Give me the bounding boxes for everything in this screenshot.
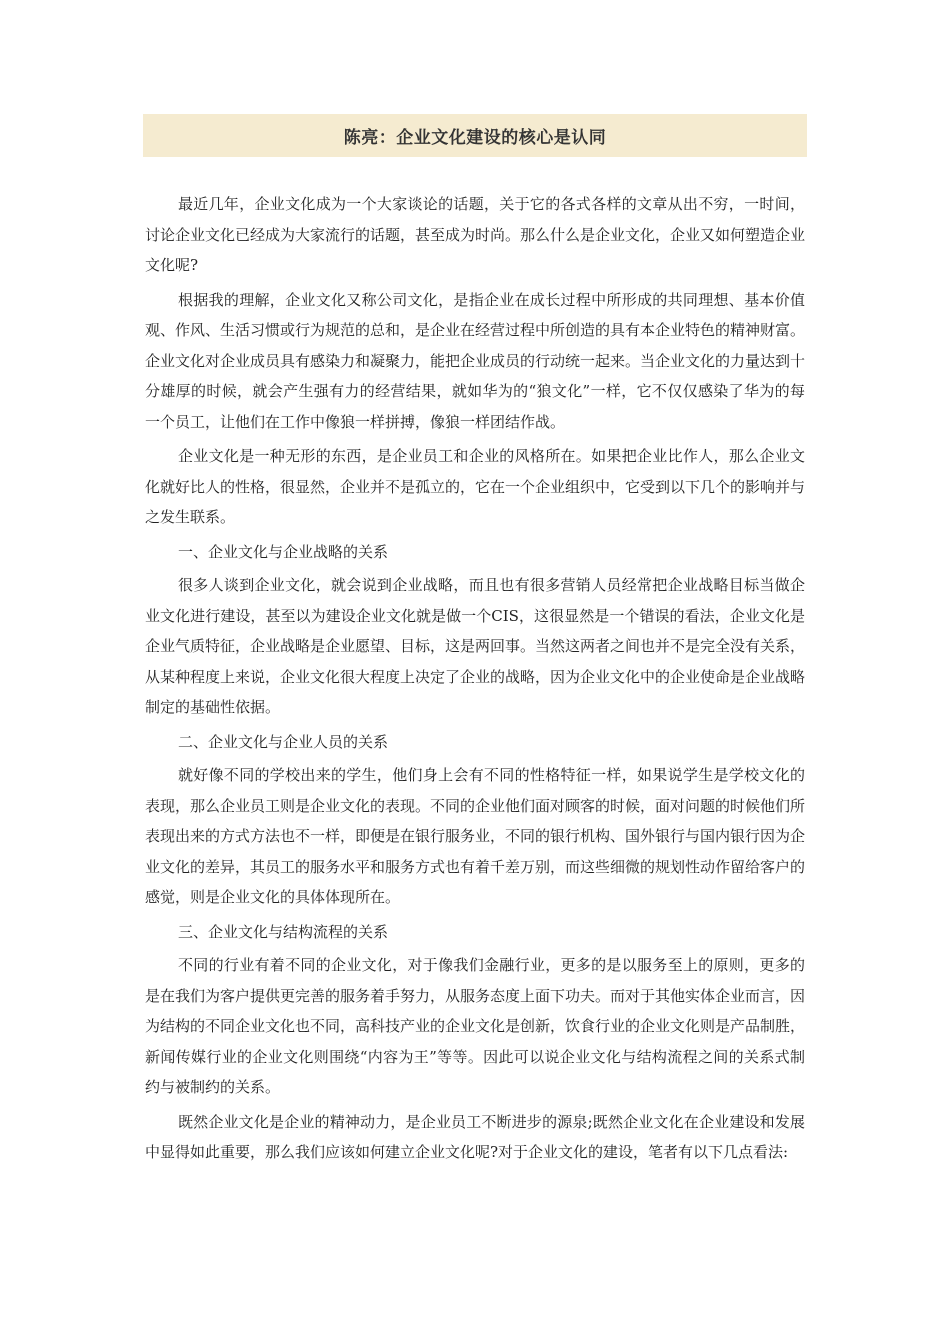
section-heading-strategy: 一、企业文化与企业战略的关系 xyxy=(178,542,389,561)
paragraph-intro: 最近几年，企业文化成为一个大家谈论的话题，关于它的各式各样的文章从出不穷，一时间，讨论企业文化已经成为大家流行的话题，甚至成为时尚。那么什么是企业文化，企业又如何塑造企业文化呢? xyxy=(145,195,806,274)
paragraph-strategy: 很多人谈到企业文化，就会说到企业战略，而且也有很多营销人员经常把企业战略目标当做企业文化进行建设，甚至以为建设企业文化就是做一个CIS，这很显然是一个错误的看法，企业文化是企业气质特征，企业战略是企业愿望、目标，这是两回事。当然这两者之间也并不是完全没有关系，从某种程度上来说，企业文化很大程度上决定了企业的战略，因为企业文化中的企业使命是企业战略制定的基础性依据。 xyxy=(145,576,806,716)
article-title: 陈亮：企业文化建设的核心是认同 xyxy=(343,128,607,148)
paragraph-definition: 根据我的理解，企业文化又称公司文化，是指企业在成长过程中所形成的共同理想、基本价值观、作风、生活习惯或行为规范的总和，是企业在经营过程中所创造的具有本企业特色的精神财富。企业文化对企业成员具有感染力和凝聚力，能把企业成员的行动统一起来。当企业文化的力量达到十分雄厚的时候，就会产生强有力的经营结果，就如华为的“狼文化”一样，它不仅仅感染了华为的每一个员工，让他们在工作中像狼一样拼搏，像狼一样团结作战。 xyxy=(145,290,806,431)
section-heading-structure: 三、企业文化与结构流程的关系 xyxy=(178,922,389,941)
paragraph-people: 就好像不同的学校出来的学生，他们身上会有不同的性格特征一样，如果说学生是学校文化的表现，那么企业员工则是企业文化的表现。不同的企业他们面对顾客的时候，面对问题的时候他们所表现出来的方式方法也不一样，即便是在银行服务业，不同的银行机构、国外银行与国内银行因为企业文化的差异，其员工的服务水平和服务方式也有着千差万别，而这些细微的规划性动作留给客户的感觉，则是企业文化的具体体现所在。 xyxy=(145,766,806,906)
paragraph-structure: 不同的行业有着不同的企业文化，对于像我们金融行业，更多的是以服务至上的原则，更多的是在我们为客户提供更完善的服务着手努力，从服务态度上面下功夫。而对于其他实体企业而言，因为结构的不同企业文化也不同，高科技产业的企业文化是创新，饮食行业的企业文化则是产品制胜，新闻传媒行业的企业文化则围绕“内容为王”等等。因此可以说企业文化与结构流程之间的关系式制约与被制约的关系。 xyxy=(145,956,806,1096)
section-heading-people: 二、企业文化与企业人员的关系 xyxy=(178,732,389,751)
title-banner xyxy=(143,114,807,157)
paragraph-character: 企业文化是一种无形的东西，是企业员工和企业的风格所在。如果把企业比作人，那么企业文化就好比人的性格，很显然，企业并不是孤立的，它在一个企业组织中，它受到以下几个的影响并与之发生联系。 xyxy=(145,447,806,526)
article-body xyxy=(145,189,805,1172)
paragraph-conclusion: 既然企业文化是企业的精神动力，是企业员工不断进步的源泉;既然企业文化在企业建设和发展中显得如此重要，那么我们应该如何建立企业文化呢?对于企业文化的建设，笔者有以下几点看法: xyxy=(145,1112,805,1161)
